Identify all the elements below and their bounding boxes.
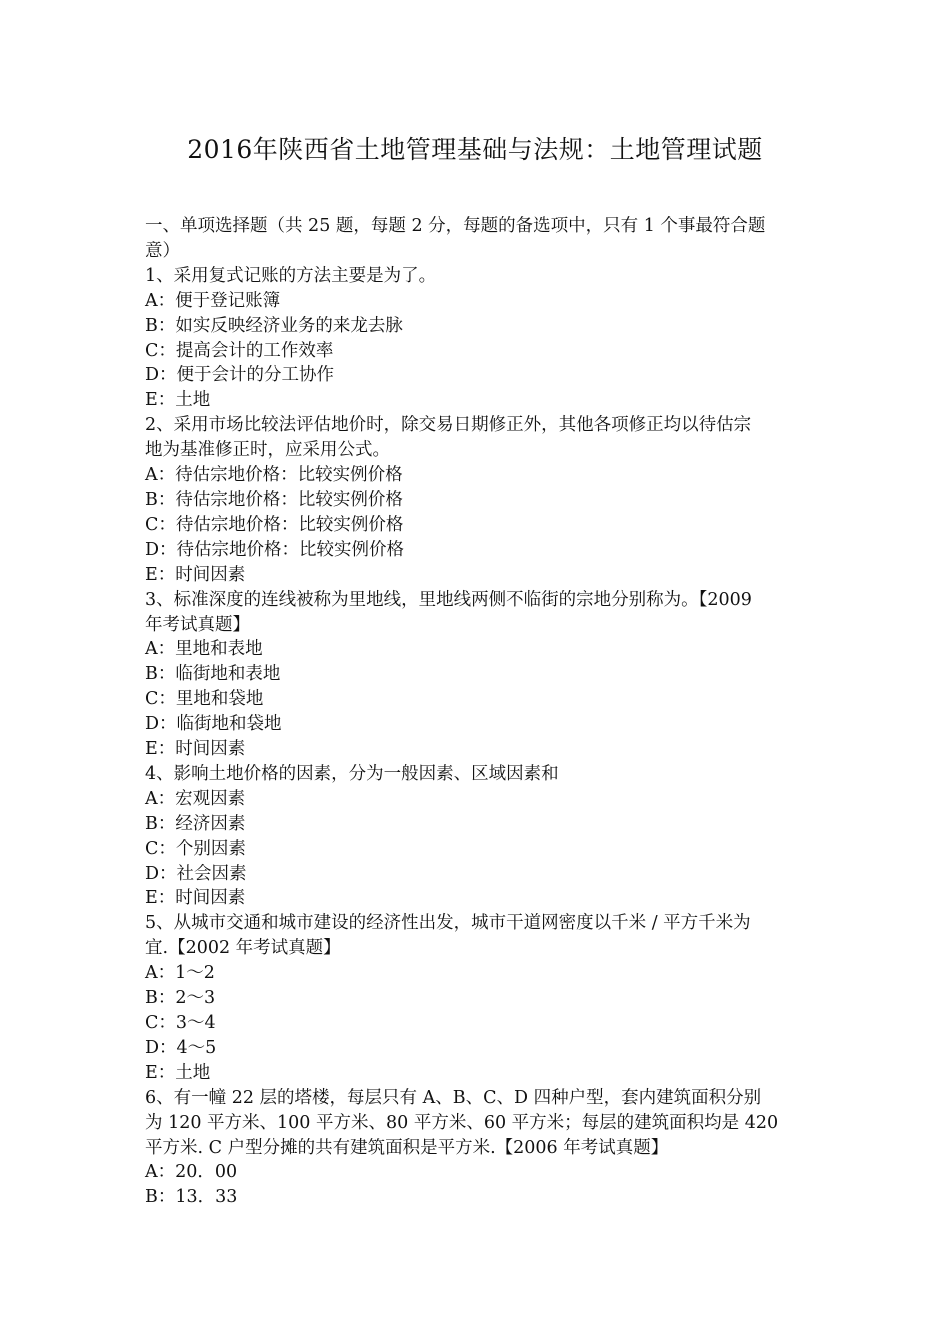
document-title: 2016年陕西省土地管理基础与法规：土地管理试题 — [187, 135, 763, 164]
option-c: C：待估宗地价格：比较实例价格 — [145, 514, 404, 535]
question-stem: 2、采用市场比较法评估地价时，除交易日期修正外，其他各项修正均以待估宗 — [145, 415, 752, 436]
question-4 — [145, 762, 809, 911]
option-e: E：时间因素 — [145, 888, 246, 909]
option-a: A：宏观因素 — [145, 788, 246, 809]
question-stem-continued: 地为基准修正时，应采用公式。 — [145, 440, 390, 461]
question-stem-continued: 宜.【2002 年考试真题】 — [145, 938, 341, 959]
option-e: E：时间因素 — [145, 564, 246, 585]
option-d: D：便于会计的分工协作 — [145, 365, 335, 386]
option-d: D：社会因素 — [145, 863, 247, 884]
option-a: A：1～2 — [145, 963, 215, 984]
option-a: A：20．00 — [145, 1162, 238, 1183]
option-d: D：临街地和袋地 — [145, 714, 282, 735]
question-6 — [145, 1086, 809, 1211]
section-heading-continued: 意） — [145, 240, 180, 261]
option-c: C：提高会计的工作效率 — [145, 340, 334, 361]
option-b: B：经济因素 — [145, 813, 246, 834]
question-1 — [145, 264, 809, 413]
option-e: E：时间因素 — [145, 739, 246, 760]
question-stem: 6、有一幢 22 层的塔楼，每层只有 A、B、C、D 四种户型，套内建筑面积分别 — [145, 1087, 762, 1108]
option-e: E：土地 — [145, 390, 211, 411]
question-stem: 3、标准深度的连线被称为里地线，里地线两侧不临街的宗地分别称为。【2009 — [145, 589, 752, 610]
option-b: B：13．33 — [145, 1187, 238, 1208]
option-a: A：便于登记账簿 — [145, 290, 281, 311]
option-b: B：2～3 — [145, 988, 216, 1009]
question-stem: 1、采用复式记账的方法主要是为了。 — [145, 265, 437, 286]
option-c: C：个别因素 — [145, 838, 246, 859]
option-d: D：4～5 — [145, 1037, 217, 1058]
option-b: B：临街地和表地 — [145, 664, 281, 685]
option-a: A：里地和表地 — [145, 639, 263, 660]
question-stem-continued: 年考试真题】 — [145, 614, 250, 635]
option-a: A：待估宗地价格：比较实例价格 — [145, 465, 403, 486]
section-heading: 一、单项选择题（共 25 题，每题 2 分，每题的备选项中，只有 1 个事最符合题 — [145, 216, 766, 236]
question-stem: 4、影响土地价格的因素，分为一般因素、区域因素和 — [145, 763, 559, 784]
question-stem-continued: 平方米. C 户型分摊的共有建筑面积是平方米.【2006 年考试真题】 — [145, 1137, 669, 1158]
document-body — [145, 214, 809, 1210]
question-stem: 5、从城市交通和城市建设的经济性出发，城市干道网密度以千米 / 平方千米为 — [145, 913, 751, 934]
option-b: B：待估宗地价格：比较实例价格 — [145, 489, 403, 510]
question-5 — [145, 911, 809, 1085]
option-c: C：里地和袋地 — [145, 689, 264, 710]
option-c: C：3～4 — [145, 1013, 216, 1033]
question-2 — [145, 413, 809, 587]
question-3 — [145, 588, 809, 762]
option-e: E：土地 — [145, 1062, 211, 1083]
question-stem-continued: 为 120 平方米、100 平方米、80 平方米、60 平方米；每层的建筑面积均是 420 — [145, 1112, 779, 1133]
option-d: D：待估宗地价格：比较实例价格 — [145, 539, 405, 560]
option-b: B：如实反映经济业务的来龙去脉 — [145, 315, 403, 336]
